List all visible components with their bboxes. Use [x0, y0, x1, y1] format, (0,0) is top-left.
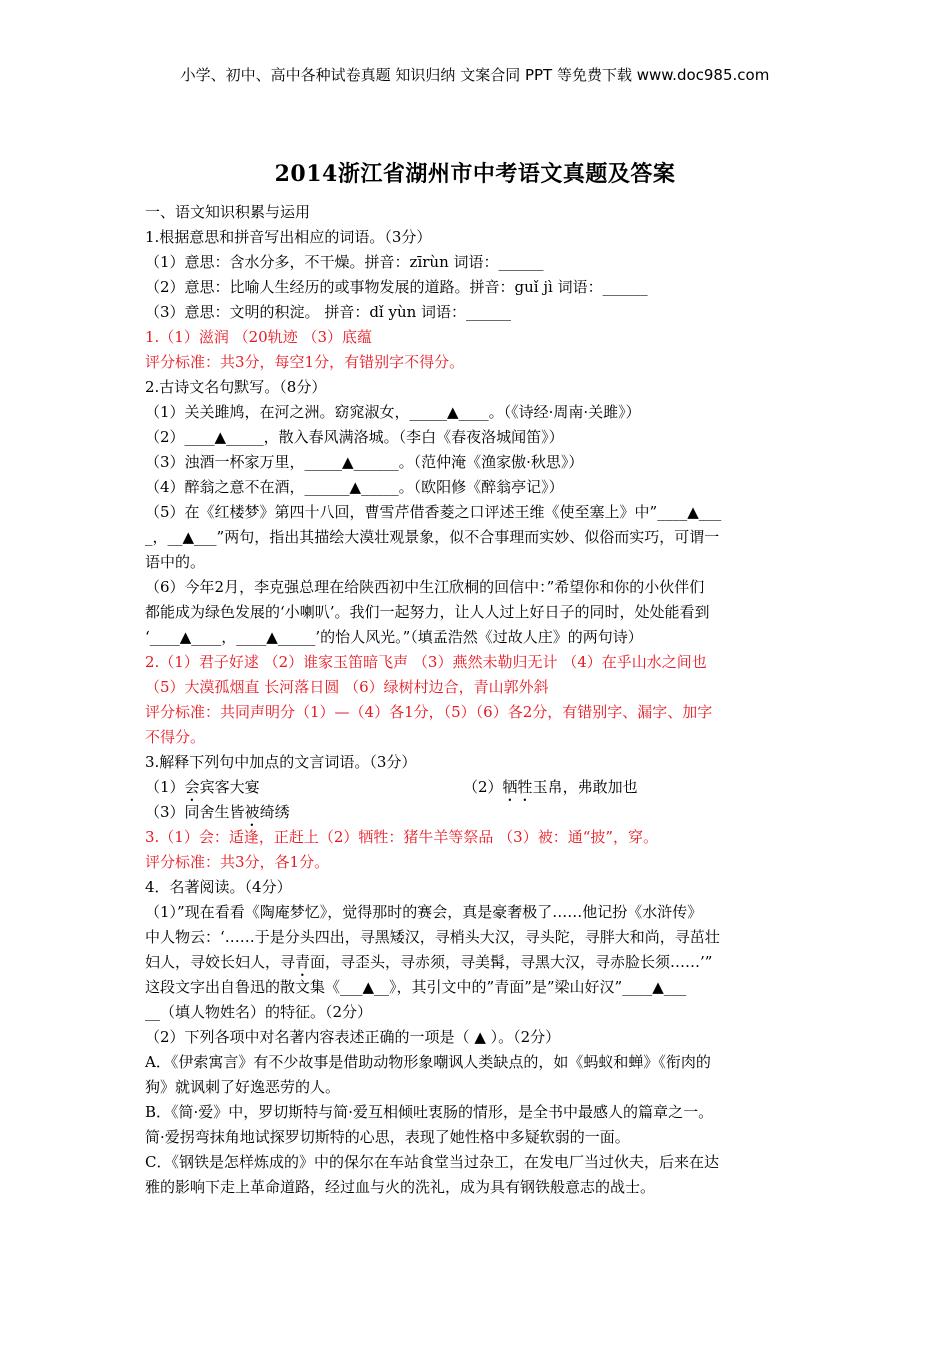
- q2-line: （4）醉翁之意不在酒，______▲_____。（欧阳修《醉翁亭记》）: [145, 478, 564, 496]
- q4-passage-line: 这段文字出自鲁迅的散文集《___▲__》，其引文中的”青面”是”梁山好汉”____▲___: [145, 978, 687, 996]
- q1-item: （3）意思：文明的积淀。 拼音：dǐ yùn 词语：______: [145, 303, 512, 321]
- q2-line: （1）关关雎鸠，在河之洲。窈窕淑女，_____▲____。（《诗经·周南·关雎》）: [145, 403, 641, 421]
- q4-sub-stem: （2）下列各项中对名著内容表述正确的一项是（ ▲ ）。（2分）: [145, 1028, 561, 1046]
- page-title: 2014浙江省湖州市中考语文真题及答案: [274, 161, 676, 187]
- q2-answer: 2.（1）君子好逑 （2）谁家玉笛暗飞声 （3）燕然未勒归无计 （4）在乎山水之间也: [145, 653, 707, 671]
- q3-answer: 3.（1）会：适逢，正赶上（2）牺牲：猪牛羊等祭品 （3）被：通“披”，穿。: [145, 828, 659, 846]
- q2-line: 都能成为绿色发展的‘小喇叭’。我们一起努力，让人人过上好日子的同时，处处能看到: [145, 603, 710, 621]
- q4-passage-line: __（填人物姓名）的特征。（2分）: [145, 1003, 373, 1021]
- q2-line: _，__▲___”两句，指出其描绘大漠壮观景象，似不合事理而实妙、似俗而实巧，可谓一: [145, 528, 720, 546]
- q3-row: [145, 775, 813, 800]
- q4-option: C．《钢铁是怎样炼成的》中的保尔在车站食堂当过杂工，在发电厂当过伙夫，后来在达: [145, 1153, 719, 1171]
- q3-scoring: 评分标准：共3分，各1分。: [145, 853, 330, 871]
- q1-stem: 1.根据意思和拼音写出相应的词语。（3分）: [145, 228, 432, 246]
- q2-line: （6）今年2月，李克强总理在给陕西初中生江欣桐的回信中：”希望你和你的小伙伴们: [145, 578, 705, 596]
- q3-stem: 3.解释下列句中加点的文言词语。（3分）: [145, 753, 417, 771]
- q4-option: A．《伊索寓言》有不少故事是借助动物形象嘲讽人类缺点的，如《蚂蚁和蝉》《衔肉的: [145, 1053, 711, 1071]
- q2-answer: （5）大漠孤烟直 长河落日圆 （6）绿树村边合，青山郭外斜: [145, 678, 549, 696]
- q4-passage-line: （1）”现在看看《陶庵梦忆》，觉得那时的赛会，真是豪奢极了……他记扮《水浒传》: [145, 903, 703, 921]
- q1-scoring: 评分标准：共3分，每空1分，有错别字不得分。: [145, 353, 465, 371]
- q4-option: 雅的影响下走上革命道路，经过血与火的洗礼，成为具有钢铁般意志的战士。: [145, 1178, 656, 1196]
- q3-item-1: （1）会宾客大宴: [145, 778, 260, 796]
- dotted-word: 被: [244, 803, 260, 821]
- q4-option: B．《简·爱》中，罗切斯特与简·爱互相倾吐衷肠的情形，是全书中最感人的篇章之一。: [145, 1103, 714, 1121]
- q4-passage-line: 中人物云：‘……于是分头四出，寻黑矮汉，寻梢头大汉，寻头陀，寻胖大和尚，寻茁壮: [145, 928, 720, 946]
- dotted-word: 青: [295, 953, 311, 971]
- page-header: 小学、初中、高中各种试卷真题 知识归纳 文案合同 PPT 等免费下载 www.doc985.com: [180, 66, 770, 84]
- q2-line: ‘____▲____，____▲_____’的怡人风光。”（填孟浩然《过故人庄》的两句诗）: [145, 628, 643, 646]
- q4-option: 简·爱拐弯抹角地试探罗切斯特的心思，表现了她性格中多疑软弱的一面。: [145, 1128, 630, 1146]
- dotted-word: 会: [184, 778, 200, 796]
- q1-item: （2）意思：比喻人生经历的或事物发展的道路。拼音：guǐ jì 词语：______: [145, 278, 648, 296]
- q2-line: （2）____▲_____，散入春风满洛城。（李白《春夜洛城闻笛》）: [145, 428, 564, 446]
- q2-line: 语中的。: [145, 553, 206, 571]
- q4-option: 狗》就讽刺了好逸恶劳的人。: [145, 1078, 341, 1096]
- q1-answer: 1.（1）滋润 （20轨迹 （3）底蕴: [145, 328, 373, 346]
- q2-scoring: 不得分。: [145, 728, 206, 746]
- section-heading: 一、语文知识积累与运用: [145, 203, 311, 221]
- exam-content: [145, 200, 813, 1200]
- q2-scoring: 评分标准：共同声明分（1）—（4）各1分，（5）（6）各2分，有错别字、漏字、加字: [145, 703, 713, 721]
- q2-line: （5）在《红楼梦》第四十八回，曹雪芹借香菱之口评述王维《使至塞上》中”____▲___: [145, 503, 722, 521]
- dotted-word: 牺牲: [502, 778, 533, 796]
- q1-item: （1）意思：含水分多，不干燥。拼音：zīrùn 词语：______: [145, 253, 544, 271]
- q2-line: （3）浊酒一杯家万里，_____▲______。（范仲淹《渔家傲·秋思》）: [145, 453, 584, 471]
- q3-item-3: （3）同舍生皆被绮绣: [145, 803, 290, 821]
- q2-stem: 2.古诗文名句默写。（8分）: [145, 378, 327, 396]
- q4-passage-line: 妇人，寻姣长妇人，寻青面，寻歪头，寻赤须，寻美髯，寻黑大汉，寻赤脸长须……’”: [145, 953, 713, 971]
- q3-item-2: （2）牺牲玉帛，弗敢加也: [463, 778, 638, 796]
- q4-stem: 4．名著阅读。（4分）: [145, 878, 292, 896]
